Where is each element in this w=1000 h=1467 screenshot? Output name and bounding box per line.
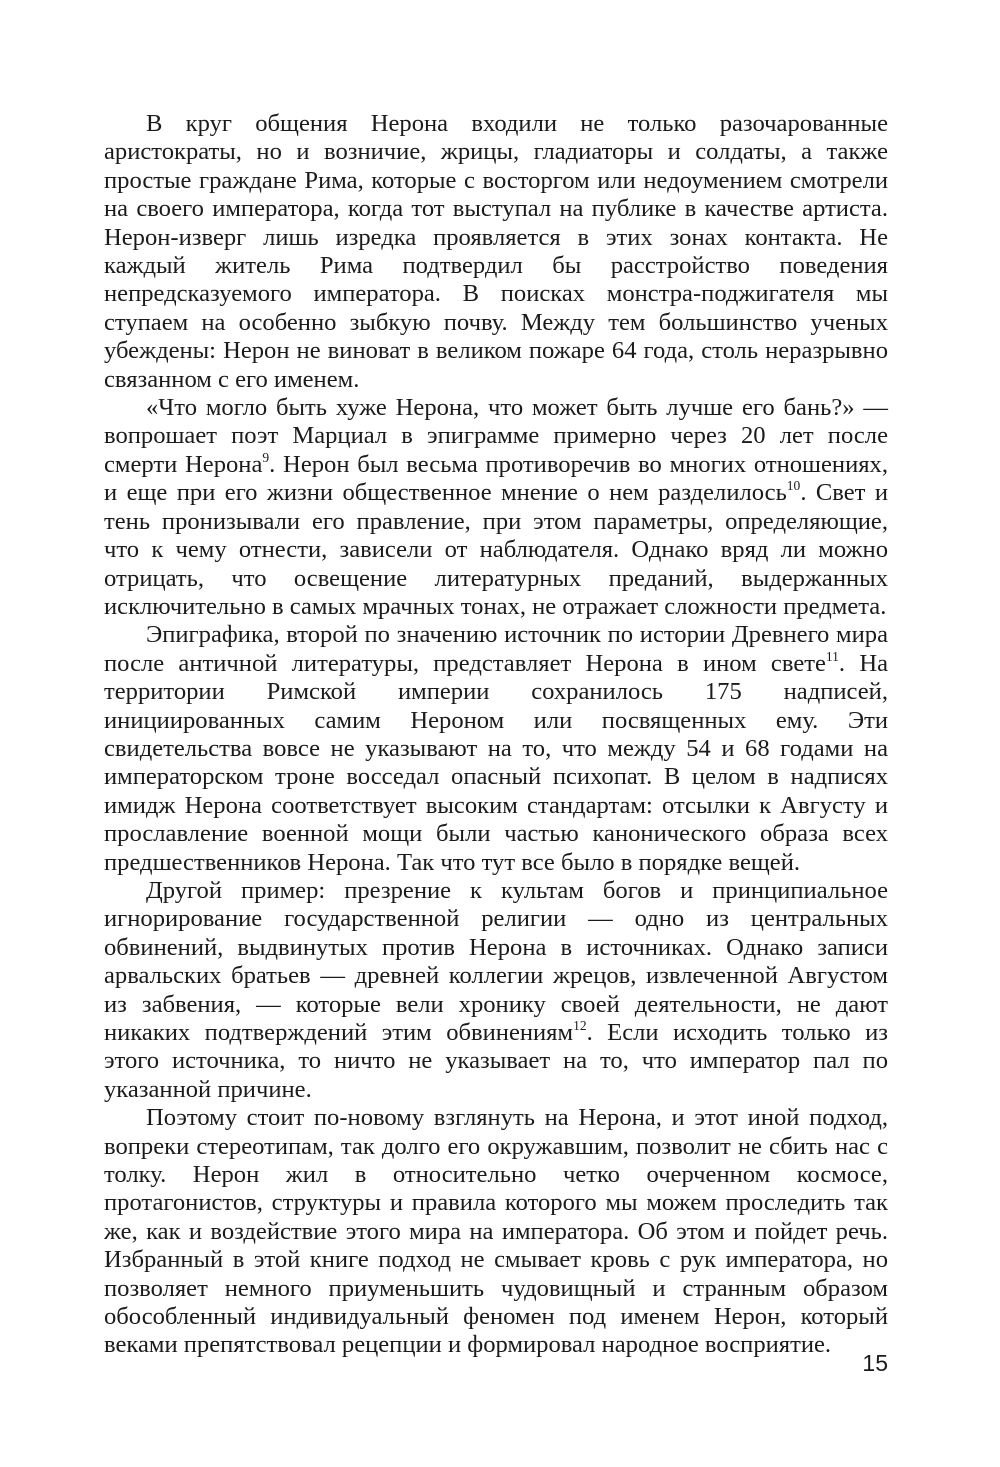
paragraph-1 [104,110,888,394]
paragraph-3-text-part-2: . На территории Римской империи сохранилось 175 надписей, инициированных самим Нероном или посвященных ему. Эти свидетельства вовсе не указывают на то, что между 54 и 68 годами на императорском троне восседал опасный психопат. В целом в надписях имидж Нерона соответствует высоким стандартам: отсылки к Августу и прославление военной мощи были частью канонического образа всех предшественников Нерона. Так что тут все было в порядке вещей. [104,649,888,876]
paragraph-1-text: В круг общения Нерона входили не только разочарованные аристократы, но и возничие, жрицы, гладиаторы и солдаты, а также простые граждане Рима, которые с восторгом или недоумением смотрели на своего императора, когда тот выступал на публике в качестве артиста. Нерон-изверг лишь изредка проявляется в этих зонах контакта. Не каждый житель Рима подтвердил бы расстройство поведения непредсказуемого императора. В поисках монстра-поджигателя мы ступаем на особенно зыбкую почву. Между тем большинство ученых убеждены: Нерон не виноват в великом пожаре 64 года, столь неразрывно связанном с его именем. [104,110,888,393]
paragraph-5 [104,1104,888,1360]
paragraph-5-text: Поэтому стоит по-новому взглянуть на Нерона, и этот иной подход, вопреки стереотипам, так долго его окружавшим, позволит не сбить нас с толку. Нерон жил в относительно четко очерченном космосе, протагонистов, структуры и правила которого мы можем проследить так же, как и воздействие этого мира на императора. Об этом и пойдет речь. Избранный в этой книге подход не смывает кровь с рук императора, но позволяет немного приуменьшить чудовищный и странным образом обособленный индивидуальный феномен под именем Нерон, который веками препятствовал рецепции и формировал народное восприятие. [104,1104,888,1359]
paragraph-3-text-part-1: Эпиграфика, второй по значению источник по истории Древнего мира после античной литературы, представляет Нерона в ином свете [104,621,888,677]
page-body [104,110,888,1360]
footnote-ref-12: 12 [573,1017,587,1033]
page-number: 15 [862,1350,888,1376]
footnote-ref-11: 11 [825,648,839,664]
paragraph-3 [104,621,888,877]
paragraph-4-text-part-2: . Если исходить только из этого источника, то ничто не указывает на то, что император пал по указанной причине. [104,1019,888,1103]
paragraph-4-text-part-1: Другой пример: презрение к культам богов и принципиальное игнорирование государственной религии — одно из центральных обвинений, выдвинутых против Нерона в источниках. Однако записи арвальских братьев — древней коллегии жрецов, извлеченной Августом из забвения, — которые вели хронику своей деятельности, не дают никаких подтверждений этим обвинениям [104,876,888,1046]
paragraph-2-text-part-1: «Что могло быть хуже Нерона, что может быть лучше его бань?» — вопрошает поэт Марциал в эпиграмме примерно через 20 лет после смерти Нерона [104,394,888,478]
paragraph-2-text-part-2: . Нерон был весьма противоречив во многих отношениях, и еще при его жизни общественное мнение о нем разделилось [104,450,888,507]
footnote-ref-10: 10 [786,478,801,494]
paragraph-4 [104,877,888,1104]
paragraph-2 [104,394,888,621]
footnote-ref-9: 9 [262,449,270,465]
paragraph-2-text-part-3: . Свет и тень пронизывали его правление, при этом параметры, определяющие, что к чему отнести, зависели от наблюдателя. Однако вряд ли можно отрицать, что освещение литературных преданий, выдержанных исключительно в самых мрачных тонах, не отражает сложности предмета. [104,479,888,620]
